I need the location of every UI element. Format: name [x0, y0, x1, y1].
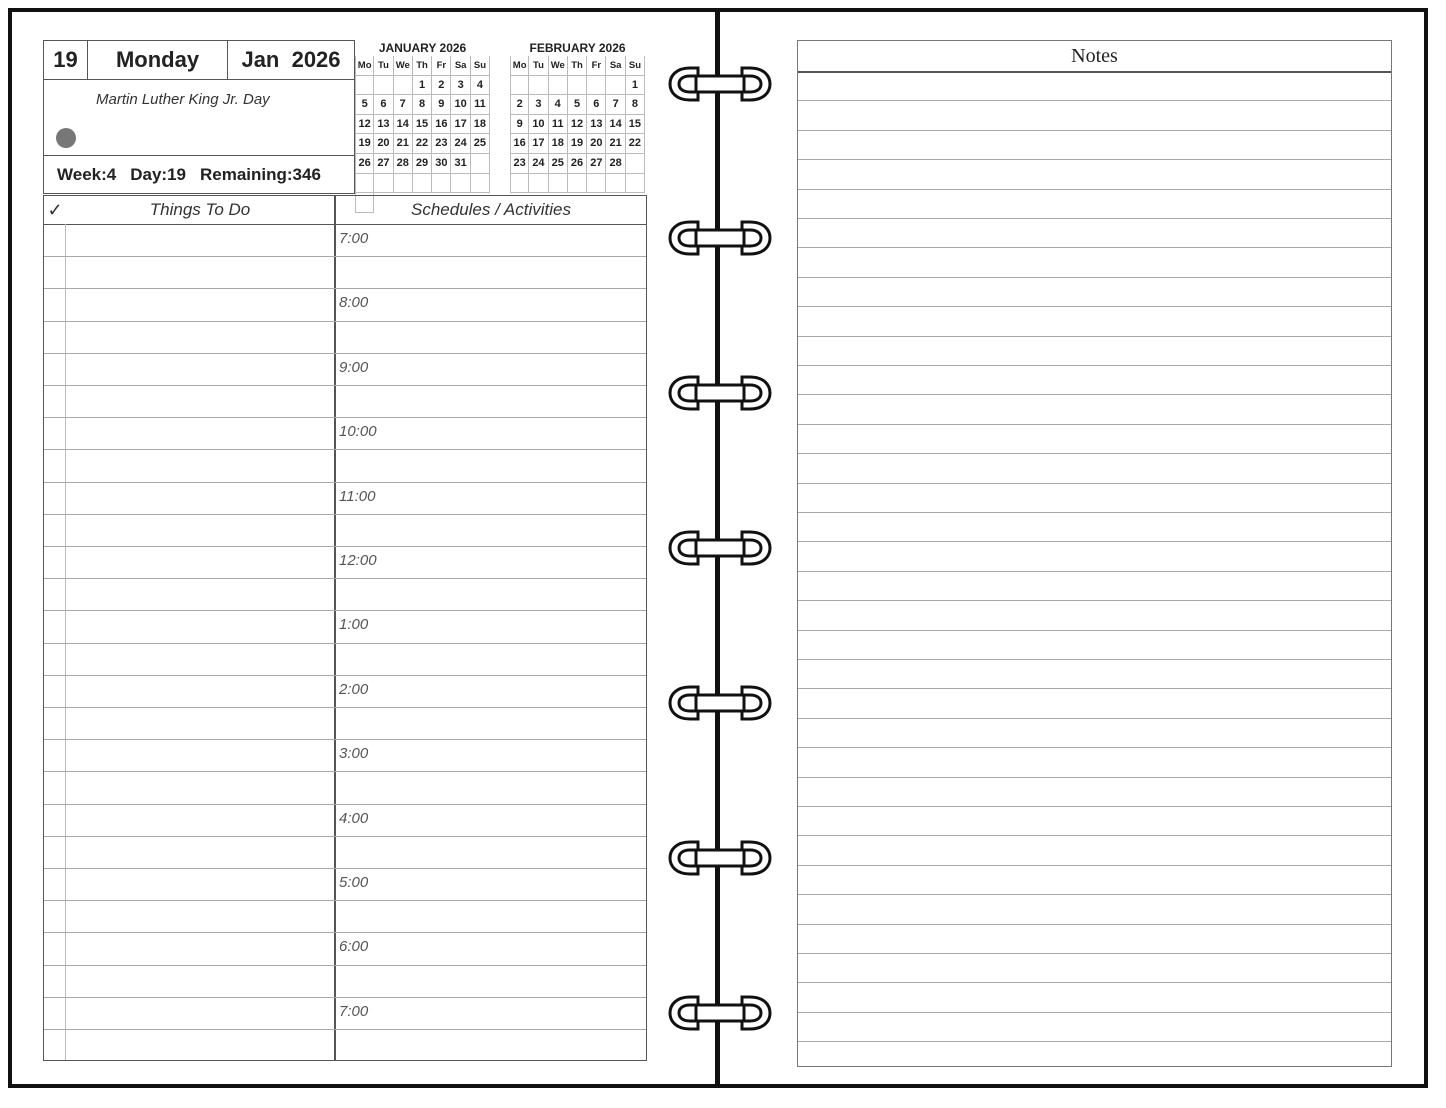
notes-page [797, 40, 1392, 1067]
holiday-label: Martin Luther King Jr. Day [96, 91, 270, 108]
calendar-day: 4 [549, 95, 568, 115]
calendar-day: 17 [529, 134, 548, 154]
calendar-day [471, 174, 490, 194]
calendar-day: 14 [394, 115, 413, 135]
weekday-header: Fr [587, 56, 606, 76]
weekday-header: Sa [606, 56, 625, 76]
week-number: Week:4 [57, 164, 117, 184]
weekday: Monday [88, 41, 228, 79]
binder-ring-icon [668, 528, 772, 568]
notes-line [798, 100, 1391, 101]
notes-line [798, 1012, 1391, 1013]
time-slot-label: 3:00 [339, 745, 369, 763]
calendar-day [549, 174, 568, 194]
calendar-day [568, 76, 587, 96]
notes-line [798, 982, 1391, 983]
time-slot-label: 2:00 [339, 680, 369, 698]
time-slot-label: 7:00 [339, 1002, 369, 1020]
calendar-day: 23 [432, 134, 451, 154]
calendar-day: 6 [587, 95, 606, 115]
schedule-row-line [44, 288, 646, 289]
column-divider [334, 196, 336, 1060]
calendar-day: 26 [568, 154, 587, 174]
notes-line [798, 365, 1391, 366]
day-of-year: Day:19 [130, 164, 186, 184]
calendar-day: 12 [568, 115, 587, 135]
calendar-day: 21 [606, 134, 625, 154]
calendar-day: 31 [451, 154, 470, 174]
calendar-day: 1 [413, 76, 432, 96]
calendar-day: 29 [413, 154, 432, 174]
calendar-day: 2 [510, 95, 529, 115]
binder-ring-icon [668, 373, 772, 413]
calendar-day [587, 174, 606, 194]
calendar-day [451, 174, 470, 194]
binder-ring-icon [668, 683, 772, 723]
calendar-day [394, 76, 413, 96]
schedule-row-line [44, 804, 646, 805]
weekday-header: Su [626, 56, 645, 76]
calendar-day [471, 154, 490, 174]
schedule-row-line [44, 385, 646, 386]
calendar-day: 4 [471, 76, 490, 96]
schedule-row-line [44, 997, 646, 998]
schedule-row-line [44, 256, 646, 257]
notes-line [798, 189, 1391, 190]
time-slot-label: 12:00 [339, 552, 377, 569]
notes-line [798, 247, 1391, 248]
calendar-day: 14 [606, 115, 625, 135]
time-slot-label: 10:00 [339, 423, 377, 441]
calendar-day [626, 174, 645, 194]
schedule-row-line [44, 900, 646, 901]
schedule-row-line [44, 707, 646, 708]
calendar-day: 3 [451, 76, 470, 96]
calendar-day: 25 [471, 134, 490, 154]
schedule-row-line [44, 482, 646, 483]
month-year: Jan 2026 [241, 47, 341, 72]
calendar-day [626, 154, 645, 174]
mini-calendar-january [355, 40, 490, 213]
calendar-day: 15 [626, 115, 645, 135]
schedule-row-line [44, 449, 646, 450]
binder-ring-icon [668, 993, 772, 1033]
schedule-row-line [44, 546, 646, 547]
calendar-day: 7 [606, 95, 625, 115]
days-remaining: Remaining:346 [199, 164, 321, 184]
notes-line [798, 424, 1391, 425]
calendar-day: 17 [451, 115, 470, 135]
calendar-day: 5 [355, 95, 374, 115]
calendar-day [374, 174, 393, 194]
notes-line [798, 747, 1391, 748]
notes-line [798, 306, 1391, 307]
calendar-day: 28 [606, 154, 625, 174]
notes-line [798, 865, 1391, 866]
time-slot-label: 1:00 [339, 616, 369, 634]
notes-line [798, 600, 1391, 601]
notes-line [798, 512, 1391, 513]
calendar-day: 16 [432, 115, 451, 135]
moon-phase-icon [56, 128, 76, 148]
notes-title: Notes [798, 41, 1391, 73]
schedule-row-line [44, 610, 646, 611]
things-to-do-title: Things To Do [149, 200, 251, 219]
notes-line [798, 953, 1391, 954]
calendar-day: 24 [529, 154, 548, 174]
weekday-header: Th [413, 56, 432, 76]
notes-line [798, 1041, 1391, 1042]
notes-line [798, 835, 1391, 836]
weekday-header: Su [471, 56, 490, 76]
calendar-day [374, 76, 393, 96]
mini-calendar-grid [355, 56, 490, 213]
calendar-day: 25 [549, 154, 568, 174]
weekday-header: Tu [374, 56, 393, 76]
calendar-day [432, 174, 451, 194]
calendar-day: 15 [413, 115, 432, 135]
check-icon: ✓ [47, 199, 63, 220]
schedule-row-line [44, 1029, 646, 1030]
calendar-day [587, 76, 606, 96]
schedule-row-line [44, 836, 646, 837]
notes-line [798, 218, 1391, 219]
calendar-day: 23 [510, 154, 529, 174]
calendar-day: 26 [355, 154, 374, 174]
binder-ring-icon [668, 64, 772, 104]
calendar-day: 9 [432, 95, 451, 115]
calendar-day: 10 [529, 115, 548, 135]
calendar-day: 3 [529, 95, 548, 115]
calendar-day: 19 [568, 134, 587, 154]
calendar-day: 8 [413, 95, 432, 115]
schedules-title: Schedules / Activities [411, 200, 571, 219]
calendar-day: 6 [374, 95, 393, 115]
schedule-row-line [44, 932, 646, 933]
day-stats [44, 155, 354, 193]
day-number: 19 [44, 41, 88, 79]
calendar-day [606, 76, 625, 96]
calendar-day: 11 [471, 95, 490, 115]
weekday-header: We [394, 56, 413, 76]
mini-calendar-title: JANUARY 2026 [378, 41, 467, 55]
calendar-day: 19 [355, 134, 374, 154]
calendar-day: 24 [451, 134, 470, 154]
calendar-day: 22 [413, 134, 432, 154]
schedule-row-line [44, 514, 646, 515]
notes-line [798, 659, 1391, 660]
weekday-header: Mo [510, 56, 529, 76]
calendar-day: 11 [549, 115, 568, 135]
calendar-day: 20 [587, 134, 606, 154]
table-header [44, 196, 646, 225]
notes-line [798, 394, 1391, 395]
calendar-day: 2 [432, 76, 451, 96]
calendar-day [394, 174, 413, 194]
calendar-day [355, 174, 374, 194]
calendar-day [413, 174, 432, 194]
binder-ring-icon [668, 218, 772, 258]
notes-line [798, 806, 1391, 807]
notes-line [798, 130, 1391, 131]
time-slot-label: 11:00 [339, 487, 376, 505]
calendar-day: 18 [471, 115, 490, 135]
calendar-day [510, 76, 529, 96]
schedule-row-line [44, 675, 646, 676]
time-slot-label: 6:00 [339, 938, 369, 956]
notes-line [798, 336, 1391, 337]
notes-line [798, 894, 1391, 895]
weekday-header: Mo [355, 56, 374, 76]
binder-ring-icon [668, 838, 772, 878]
calendar-day: 12 [355, 115, 374, 135]
calendar-day: 10 [451, 95, 470, 115]
schedule-row-line [44, 868, 646, 869]
notes-line [798, 541, 1391, 542]
date-header [43, 40, 355, 194]
schedule-row-line [44, 578, 646, 579]
notes-line [798, 777, 1391, 778]
calendar-day [549, 76, 568, 96]
calendar-day [606, 174, 625, 194]
calendar-day: 7 [394, 95, 413, 115]
calendar-day: 16 [510, 134, 529, 154]
calendar-day: 27 [374, 154, 393, 174]
notes-line [798, 571, 1391, 572]
time-slot-label: 4:00 [339, 809, 369, 827]
schedule-row-line [44, 417, 646, 418]
mini-calendar-grid [510, 56, 645, 193]
notes-line [798, 630, 1391, 631]
weekday-header: Fr [432, 56, 451, 76]
schedule-row-line [44, 643, 646, 644]
notes-line [798, 688, 1391, 689]
calendar-day: 9 [510, 115, 529, 135]
notes-line [798, 159, 1391, 160]
calendar-day [529, 174, 548, 194]
calendar-day: 21 [394, 134, 413, 154]
time-slot-label: 9:00 [339, 358, 369, 376]
calendar-day: 1 [626, 76, 645, 96]
calendar-day: 22 [626, 134, 645, 154]
daily-schedule-table [43, 195, 647, 1061]
weekday-header: Sa [451, 56, 470, 76]
notes-line [798, 483, 1391, 484]
calendar-day: 28 [394, 154, 413, 174]
calendar-day: 27 [587, 154, 606, 174]
mini-calendar-title: FEBRUARY 2026 [529, 41, 626, 55]
schedule-row-line [44, 771, 646, 772]
schedule-row-line [44, 739, 646, 740]
calendar-day [510, 174, 529, 194]
calendar-day [568, 174, 587, 194]
schedule-row-line [44, 965, 646, 966]
calendar-day: 8 [626, 95, 645, 115]
schedule-row-line [44, 353, 646, 354]
mini-calendar-february [510, 40, 645, 193]
notes-line [798, 453, 1391, 454]
notes-line [798, 924, 1391, 925]
calendar-day [355, 76, 374, 96]
time-slot-label: 7:00 [339, 230, 369, 247]
calendar-day: 13 [587, 115, 606, 135]
date-row [44, 41, 354, 80]
calendar-day: 13 [374, 115, 393, 135]
time-slot-label: 5:00 [339, 874, 369, 891]
calendar-day: 5 [568, 95, 587, 115]
weekday-header: Tu [529, 56, 548, 76]
calendar-day: 18 [549, 134, 568, 154]
weekday-header: We [549, 56, 568, 76]
weekday-header: Th [568, 56, 587, 76]
calendar-day: 20 [374, 134, 393, 154]
notes-line [798, 718, 1391, 719]
calendar-day [529, 76, 548, 96]
time-slot-label: 8:00 [339, 294, 369, 312]
notes-line [798, 277, 1391, 278]
schedule-row-line [44, 321, 646, 322]
calendar-day: 30 [432, 154, 451, 174]
